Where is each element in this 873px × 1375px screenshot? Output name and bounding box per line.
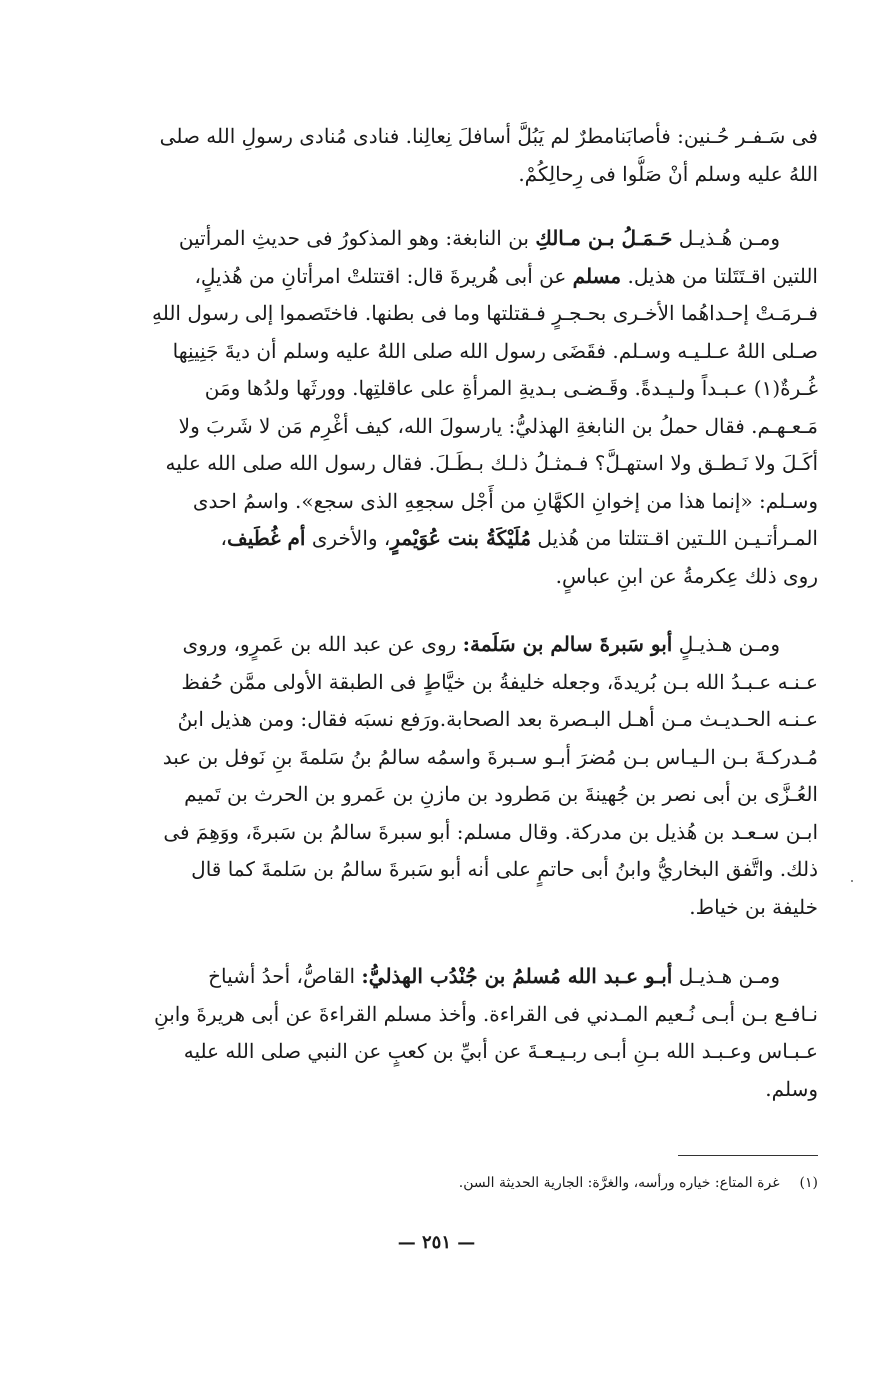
- text-run: العُـزَّى بن أبى نصر بن جُهينةَ بن مَطرود بن مازنِ بن عَمرو بن الحرث بن تَميم: [184, 782, 818, 806]
- text-run: اللتين اقـتَتَلتا من هذيل.: [621, 263, 818, 288]
- footnote-marker: (١): [799, 1175, 818, 1191]
- text-line: [106, 996, 818, 1034]
- text-run: صـلى اللهُ عـلـيـه وسـلم. فقَضَى رسول الله صلى اللهُ عليه وسلم أن ديةَ جَنِينِها: [172, 338, 818, 363]
- paragraph-1: [106, 118, 818, 193]
- text-line: [106, 664, 818, 702]
- text-line: [106, 1033, 818, 1071]
- bold-name-run: أبـو عـبد الله مُسلمُ بن جُنْدُب الهذليُّ:: [361, 964, 673, 988]
- text-line: [106, 558, 818, 596]
- text-run: روى عن عبد الله بن عَمرٍو، وروى: [182, 632, 463, 656]
- page-number: — ٢٥١ —: [397, 1232, 476, 1253]
- text-run: أكَـلَ ولا نَـطـق ولا استهـلَّ؟ فـمثـلُ ذلـك بـطَـلَ. فقال رسول الله صلى الله عليه: [165, 451, 818, 475]
- text-run: اللهُ عليه وسلم أنْ صَلُّوا فى رِحالِكُمْ.: [518, 161, 818, 186]
- text-run: ، والأخرى: [305, 526, 391, 550]
- text-run: ومـن هـذيـل: [672, 964, 780, 988]
- text-run: مُـدركـةَ بـن الـيـاس بـن مُضرَ أبـو سـبرةَ واسمُه سالمُ بنُ سَلمةَ بنِ نَوفل بن عبد: [162, 744, 818, 769]
- text-run: القاصُّ، أحدُ أشياخ: [208, 964, 362, 988]
- text-line: [106, 445, 818, 483]
- text-run: ،: [220, 526, 227, 550]
- text-run: نـافـع بـن أبـى نُـعيم المـدني فى القراءة. وأخذ مسلم القراءةَ عن أبى هريرةَ وابنِ: [153, 1001, 818, 1026]
- text-run: فـرمَـتْ إحـداهُما الأخـرى بحـجـرٍ فـقتلتها وما فى بطنها. فاختَصموا إلى رسول اللهِ: [151, 301, 818, 325]
- paragraph-4: [106, 958, 818, 1108]
- bold-name-run: أم غُطَيف: [226, 526, 306, 550]
- text-line: [106, 958, 818, 996]
- text-line: [106, 739, 818, 777]
- text-line: [106, 1071, 818, 1109]
- footnote: [300, 1172, 818, 1194]
- bold-name-run: أبو سَبرةَ سالم بن سَلَمة:: [462, 632, 673, 656]
- text-line: [106, 118, 818, 156]
- text-run: مَـعـهـم. فقال حملُ بن النابغةِ الهذليُّ: يارسولَ الله، كيف أغْرِم مَن لا شَربَ ولا: [178, 413, 818, 438]
- text-run: ابـن سـعـد بن هُذيل بن مدركة. وقال مسلم: أبو سبرةَ سالمُ بن سَبرةَ، ووَهِمَ فى: [163, 819, 818, 844]
- text-run: عـنـه الحـديـث مـن أهـل البـصرة بعد الصحابة.ورَفع نسبَه فقال: ومن هذيل ابنُ: [177, 707, 818, 731]
- text-line: [106, 889, 818, 927]
- bold-name-run: مُلَيْكَةُ بنت عُوَيْمرٍ: [390, 526, 532, 550]
- text-run: فى سَـفـر حُـنين: فأصابَنامطرٌ لم يَبُلَّ أسافلَ نِعالِنا. فنادى مُنادى رسولِ الله صلى: [159, 124, 818, 148]
- text-line: [106, 520, 818, 558]
- text-line: [106, 408, 818, 446]
- text-line: [106, 295, 818, 333]
- text-run: عـنـه عـبـدُ الله بـن بُريدةَ، وجعله خليفةُ بن خيَّاطٍ فى الطبقة الأولى ممَّن حُفظ: [181, 669, 818, 694]
- paragraph-2: [106, 220, 818, 595]
- text-run: عن أبى هُريرةَ قال: اقتتلتْ امرأتانِ من هُذيلٍ،: [194, 263, 573, 288]
- paragraph-3: [106, 626, 818, 926]
- text-run: روى ذلك عِكرمةُ عن ابنِ عباسٍ.: [555, 563, 818, 588]
- text-run: ومـن هـذيـلٍ: [672, 632, 780, 656]
- text-line: [106, 156, 818, 194]
- text-run: ذلك. واتَّفق البخاريُّ وابنُ أبى حاتمٍ على أنه أبو سَبرةَ سالمُ بن سَلمةَ كما قال: [191, 857, 818, 881]
- text-line: [106, 851, 818, 889]
- text-line: [106, 814, 818, 852]
- text-line: [106, 370, 818, 408]
- footnote-divider: [678, 1155, 818, 1156]
- text-run: المـرأتـيـن اللـتين اقـتتلتا من هُذيل: [531, 526, 818, 550]
- text-line: [106, 220, 818, 258]
- text-run: غُـرةٌ(١) عـبـداً ولـيـدةً. وقَـضـى بـديةِ المرأةِ على عاقلتِها. وورثَها ولدُها ومَن: [204, 376, 818, 400]
- text-run: بن النابغة: وهو المذكورُ فى حديثِ المرأتين: [178, 226, 536, 250]
- text-line: [106, 626, 818, 664]
- scan-speck: [851, 880, 853, 882]
- text-run: عـبـاس وعـبـد الله بـنِ أبـى ربـيـعـةَ عن أبيِّ بن كعبٍ عن النبي صلى الله عليه: [183, 1039, 818, 1063]
- text-run: وسلم.: [765, 1076, 818, 1101]
- footnote-text: غرة المتاع: خياره ورأسه، والغرَّة: الجارية الحديثة السن.: [458, 1175, 780, 1191]
- text-line: [106, 776, 818, 814]
- text-line: [106, 333, 818, 371]
- bold-name-run: مسلم: [572, 263, 622, 288]
- bold-name-run: حَـمَـلُ بـن مـالكِ: [535, 226, 673, 250]
- text-line: [106, 483, 818, 521]
- text-line: [106, 701, 818, 739]
- text-run: ومـن هُـذيـل: [672, 226, 780, 250]
- text-line: [106, 258, 818, 296]
- text-run: وسـلم: «إنما هذا من إخوانِ الكهَّانِ من أَجْل سجعِهِ الذى سجع». واسمُ احدى: [192, 488, 818, 513]
- text-run: خليفة بن خياط.: [689, 894, 818, 919]
